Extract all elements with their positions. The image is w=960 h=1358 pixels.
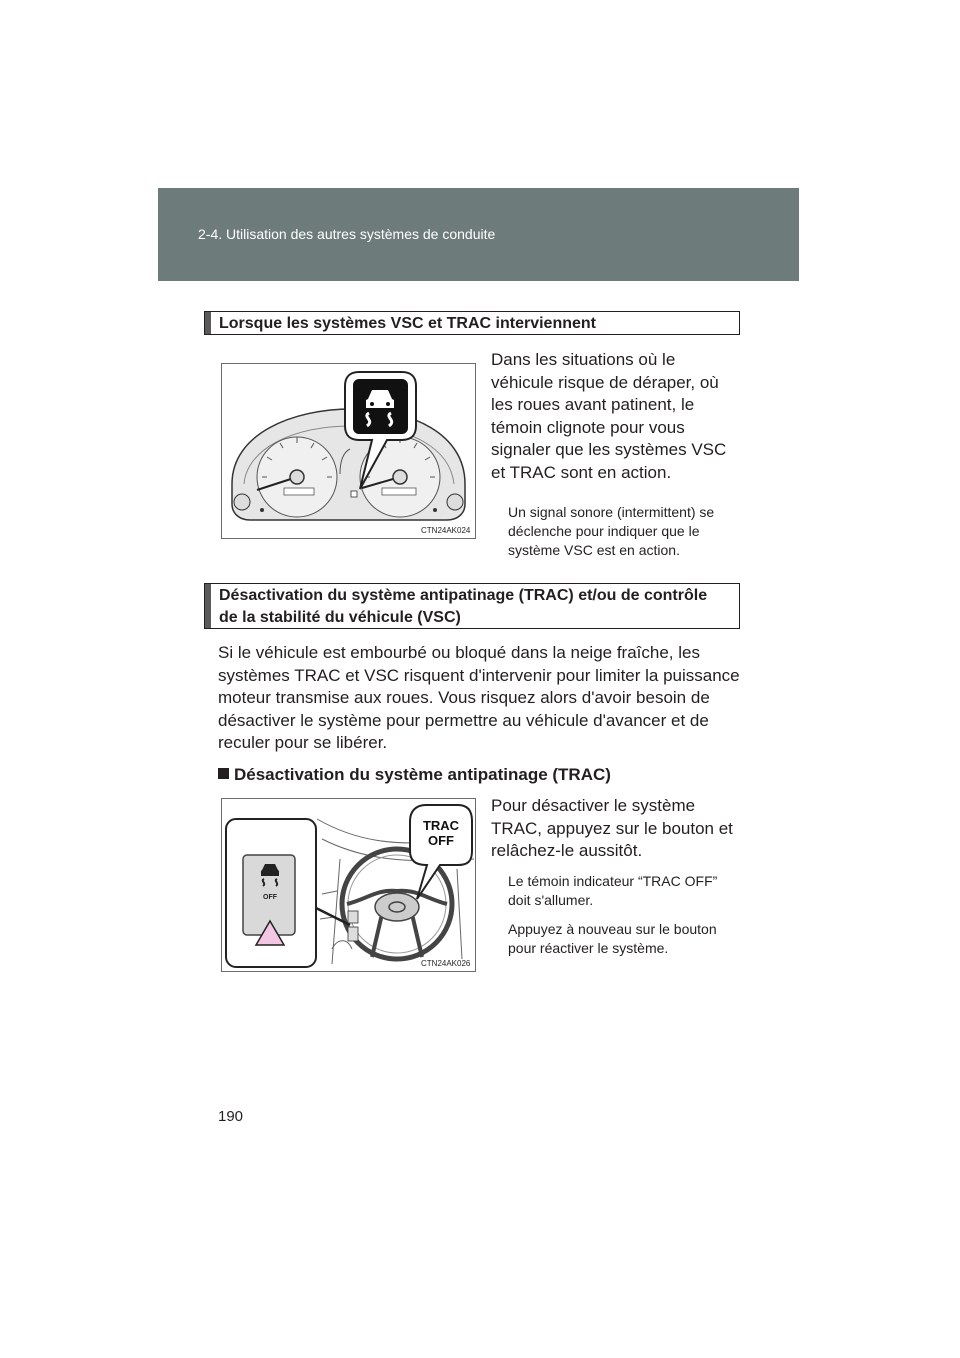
heading-line: de la stabilité du véhicule (VSC) bbox=[219, 609, 461, 626]
section-heading-trac-vsc-off bbox=[204, 583, 740, 629]
bullet-square-icon bbox=[218, 768, 229, 779]
button-off-label: OFF bbox=[263, 894, 277, 901]
note-reactivate bbox=[508, 920, 739, 958]
note-line: pour réactiver le système. bbox=[508, 940, 669, 956]
body-line: TRAC, appuyez sur le bouton et bbox=[491, 818, 733, 838]
note-line: déclenche pour indiquer que le bbox=[508, 523, 700, 539]
body-line: Si le véhicule est embourbé ou bloqué dans la neige fraîche, les bbox=[218, 643, 700, 662]
body-line: témoin clignote pour vous bbox=[491, 417, 685, 437]
body-line: systèmes TRAC et VSC risquent d'intervenir pour limiter la puissance bbox=[218, 665, 740, 685]
note-line: doit s'allumer. bbox=[508, 892, 594, 908]
note-indicator bbox=[508, 872, 739, 910]
body-line: les roues avant patinent, le bbox=[491, 395, 695, 414]
subheading-text: Désactivation du système antipatinage (TRAC) bbox=[234, 765, 611, 784]
note-line: système VSC est en action. bbox=[508, 542, 680, 558]
sub-body bbox=[491, 795, 739, 863]
body-line: reculer pour se libérer. bbox=[218, 733, 388, 752]
figure-instrument-cluster bbox=[221, 363, 476, 539]
figure-code: CTN24AK026 bbox=[421, 959, 471, 968]
body-line: relâchez-le aussitôt. bbox=[491, 841, 643, 860]
body-line: Dans les situations où le bbox=[491, 350, 676, 369]
trac-indicator-line1: TRAC bbox=[422, 818, 460, 833]
body-line: désactiver le système pour permettre au véhicule d'avancer et de bbox=[218, 710, 709, 730]
section2-body bbox=[218, 642, 740, 755]
section1-body bbox=[491, 349, 739, 484]
body-line: moteur transmise aux roues. Vous risquez alors d'avoir besoin de bbox=[218, 688, 710, 707]
page-number: 190 bbox=[218, 1108, 244, 1125]
section-title: 2-4. Utilisation des autres systèmes de conduite bbox=[198, 226, 496, 242]
body-line: signaler que les systèmes VSC bbox=[491, 440, 727, 459]
heading-line: Désactivation du système antipatinage (TRAC) et/ou de contrôle bbox=[219, 587, 708, 604]
body-line: véhicule risque de déraper, où bbox=[491, 372, 719, 392]
body-line: et TRAC sont en action. bbox=[491, 462, 672, 482]
subheading-trac-off bbox=[218, 765, 611, 785]
note-line: Appuyez à nouveau sur le bouton bbox=[508, 921, 717, 937]
body-line: Pour désactiver le système bbox=[491, 796, 696, 815]
figure-trac-off-switch bbox=[221, 798, 476, 972]
note-line: Un signal sonore (intermittent) se bbox=[508, 504, 715, 520]
header-band bbox=[158, 188, 799, 281]
trac-off-switch-illustration bbox=[222, 799, 475, 971]
section-heading-vsc-trac-active: Lorsque les systèmes VSC et TRAC interviennent bbox=[204, 311, 740, 335]
note-line: Le témoin indicateur “TRAC OFF” bbox=[508, 873, 718, 889]
trac-indicator-line2: OFF bbox=[428, 833, 454, 848]
figure-code: CTN24AK024 bbox=[421, 526, 471, 535]
section1-note bbox=[508, 503, 739, 560]
instrument-cluster-illustration bbox=[222, 364, 475, 538]
